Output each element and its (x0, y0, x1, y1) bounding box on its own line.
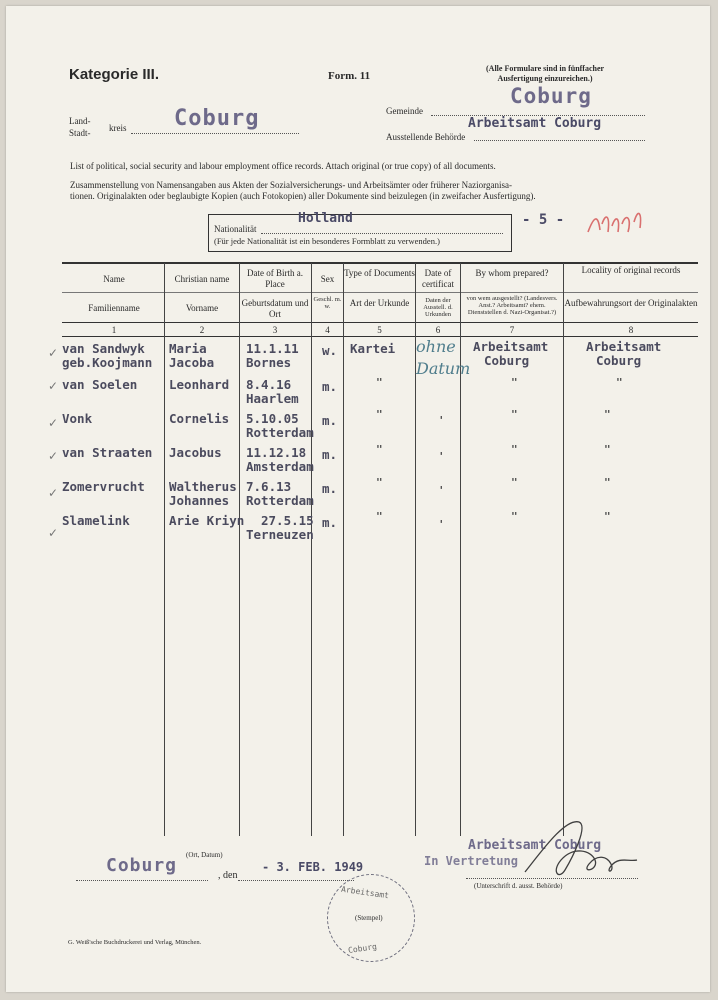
cell-prepared-by: Coburg (484, 353, 530, 368)
col-number-7: 7 (509, 325, 515, 335)
behoerde-dots (474, 140, 645, 141)
cell-sex: m. (322, 481, 338, 496)
table-top-rule (62, 262, 698, 264)
header-date-en: Date of certificat (422, 268, 454, 289)
header-christian-en: Christian name (174, 274, 230, 284)
col-number-6: 6 (435, 325, 441, 335)
seal-top-text: Arbeitsamt (340, 884, 390, 901)
cell-sex: m. (322, 413, 338, 428)
category-label: Kategorie III. (69, 66, 160, 83)
authority-stamp-deputy: In Vertretung (424, 854, 518, 868)
den-label: , den (218, 870, 238, 881)
cell-document-type: Kartei (350, 341, 396, 356)
cell-document-type-ditto: " (376, 408, 383, 421)
nationality-value: Holland (298, 211, 353, 226)
form-sheet (6, 6, 710, 992)
cell-birth-place: Bornes (246, 355, 292, 370)
submission-note: (Alle Formulare sind in fünffacher Ausfertigung einzureichen.) (486, 64, 605, 83)
cell-birth-date: 7.6.13 (246, 479, 292, 494)
seal-bottom-text: Coburg (347, 942, 378, 955)
cell-birth-place: Haarlem (246, 391, 299, 406)
header-sex-de: Geschl. m. w. (313, 296, 342, 310)
row-check-mark: ✓ (48, 346, 59, 360)
row-check-mark: ✓ (48, 449, 59, 463)
col-number-1: 1 (111, 325, 117, 335)
header-locality-de: Aufbewahrungsort der Originalakten (564, 298, 698, 308)
header-birth-en: Date of Birth a. Place (247, 268, 303, 289)
signature-dots (466, 878, 638, 879)
red-pencil-mark (584, 202, 652, 242)
cell-date-ditto: ' (438, 484, 445, 497)
cell-locality-ditto: " (604, 443, 611, 456)
behoerde-label: Ausstellende Behörde (386, 132, 466, 142)
cell-locality-ditto: " (616, 376, 623, 389)
place-dots (76, 880, 208, 881)
cell-family-name: Slamelink (62, 513, 130, 528)
cell-first-name: Cornelis (169, 411, 230, 426)
kreis-dots (131, 133, 299, 134)
instruction-german: Zusammenstellung von Namensangaben aus Akten der Sozialversicherungs- und Arbeitsämter oder früherer Naziorganisa- tionen. Originalakten oder beglaubigte Kopien (auch Fotokopien) aller Dokumente sind beizulegen (in zweifacher Ausfertigung). (70, 180, 536, 201)
kreis-label: kreis (109, 123, 127, 133)
cell-family-name: Vonk (62, 411, 93, 426)
cell-birth-date: 11.1.11 (246, 341, 299, 356)
place-stamp: Coburg (106, 855, 178, 876)
row-check-mark: ✓ (48, 526, 59, 540)
col-number-8: 8 (628, 325, 634, 335)
cell-locality: Coburg (596, 353, 642, 368)
cell-sex: m. (322, 515, 338, 530)
col-number-5: 5 (377, 325, 382, 335)
cell-birth-date: 5.10.05 (246, 411, 299, 426)
cell-date-ditto: ' (438, 518, 445, 531)
col-divider-1 (164, 263, 165, 836)
kreis-value: Coburg (174, 106, 260, 131)
nationality-note: (Für jede Nationalität ist ein besonderes Formblatt zu verwenden.) (214, 236, 440, 246)
col-divider-3 (311, 263, 312, 836)
cell-first-name: Leonhard (169, 377, 230, 392)
cell-birth-place: Rotterdam (246, 493, 314, 508)
header-birth-de: Geburtsdatum und Ort (241, 298, 309, 319)
cell-prepared-by: Arbeitsamt (473, 339, 549, 354)
cell-birth-place: Rotterdam (246, 425, 314, 440)
cell-birth-place: Terneuzen (246, 527, 314, 542)
header-by-whom-en: By whom prepared? (475, 268, 549, 278)
header-locality-en: Locality of original records (581, 265, 681, 275)
nationality-label: Nationalität (214, 224, 257, 234)
cell-date-ditto: ' (438, 414, 445, 427)
row-check-mark: ✓ (48, 379, 59, 393)
cell-prepared-by-ditto: " (511, 408, 518, 421)
cell-first-name: Johannes (169, 493, 230, 508)
cell-locality-ditto: " (604, 510, 611, 523)
cell-document-type-ditto: " (376, 376, 383, 389)
cell-document-type-ditto: " (376, 443, 383, 456)
header-name-de: Familienname (88, 303, 140, 313)
col-divider-7 (563, 263, 564, 836)
cell-sex: m. (322, 379, 338, 394)
header-by-whom-de: von wem ausgestellt? (Landesvers. Anst.? Arbeitsamt? ehem. Dienststellen d. Nazi-Organisat.?) (466, 295, 558, 316)
cell-locality: Arbeitsamt (586, 339, 662, 354)
cell-document-type-ditto: " (376, 510, 383, 523)
stadt-label: Stadt- (69, 128, 91, 138)
date-dots (238, 880, 354, 881)
col-number-3: 3 (272, 325, 278, 335)
header-name-en: Name (103, 274, 125, 284)
table-number-rule (62, 336, 698, 337)
instruction-english: List of political, social security and labour employment office records. Attach original (or true copy) of all documents. (70, 161, 496, 171)
cell-first-name: Waltherus (169, 479, 237, 494)
form-number: Form. 11 (328, 70, 371, 82)
row-check-mark: ✓ (48, 416, 59, 430)
signature-caption: (Unterschrift d. ausst. Behörde) (474, 882, 563, 890)
signature-scribble (511, 812, 651, 884)
col-divider-4 (343, 263, 344, 836)
authority-stamp-name: Arbeitsamt Coburg (468, 838, 602, 853)
cell-birth-date: 8.4.16 (246, 377, 292, 392)
cell-prepared-by-ditto: " (511, 443, 518, 456)
behoerde-value: Arbeitsamt Coburg (468, 116, 602, 131)
table-header-bottom-rule (62, 322, 698, 323)
cell-sex: w. (322, 343, 338, 358)
gemeinde-value: Coburg (510, 84, 592, 108)
nationality-dots (261, 233, 503, 234)
printer-credit: G. Weiß'sche Buchdruckerei und Verlag, München. (68, 939, 202, 946)
col-number-4: 4 (325, 325, 330, 335)
header-date-de: Daten der Ausstell. d. Urkunden (423, 297, 453, 318)
cell-birth-date: 27.5.15 (261, 513, 314, 528)
land-label: Land- (69, 116, 91, 126)
cell-date-ditto: ' (438, 450, 445, 463)
cell-family-name: geb.Koojmann (62, 355, 153, 370)
col-divider-2 (239, 263, 240, 836)
cell-locality-ditto: " (604, 476, 611, 489)
date-stamp: - 3. FEB. 1949 (262, 860, 364, 874)
page-number: - 5 - (522, 212, 565, 228)
cell-birth-date: 11.12.18 (246, 445, 307, 460)
cell-date-handwritten: ohne Datum (416, 337, 471, 378)
col-number-2: 2 (199, 325, 205, 335)
seal-caption: (Stempel) (355, 914, 383, 922)
cell-document-type-ditto: " (376, 476, 383, 489)
cell-prepared-by-ditto: " (511, 510, 518, 523)
header-type-en: Type of Documents (344, 268, 415, 278)
cell-locality-ditto: " (604, 408, 611, 421)
place-date-caption: (Ort, Datum) (186, 851, 223, 859)
cell-first-name: Jacobus (169, 445, 222, 460)
cell-first-name: Maria (169, 341, 207, 356)
cell-family-name: van Straaten (62, 445, 153, 460)
cell-prepared-by-ditto: " (511, 376, 518, 389)
gemeinde-label: Gemeinde (386, 106, 423, 116)
cell-prepared-by-ditto: " (511, 476, 518, 489)
header-christian-de: Vorname (185, 303, 219, 313)
cell-sex: m. (322, 447, 338, 462)
cell-first-name: Arie Kriyn (169, 513, 245, 528)
cell-family-name: Zomervrucht (62, 479, 145, 494)
cell-first-name: Jacoba (169, 355, 215, 370)
table-header-mid-rule (62, 292, 698, 293)
cell-birth-place: Amsterdam (246, 459, 314, 474)
header-type-de: Art der Urkunde (349, 298, 410, 308)
cell-family-name: van Sandwyk (62, 341, 145, 356)
header-sex-en: Sex (320, 274, 335, 284)
row-check-mark: ✓ (48, 486, 59, 500)
cell-family-name: van Soelen (62, 377, 138, 392)
